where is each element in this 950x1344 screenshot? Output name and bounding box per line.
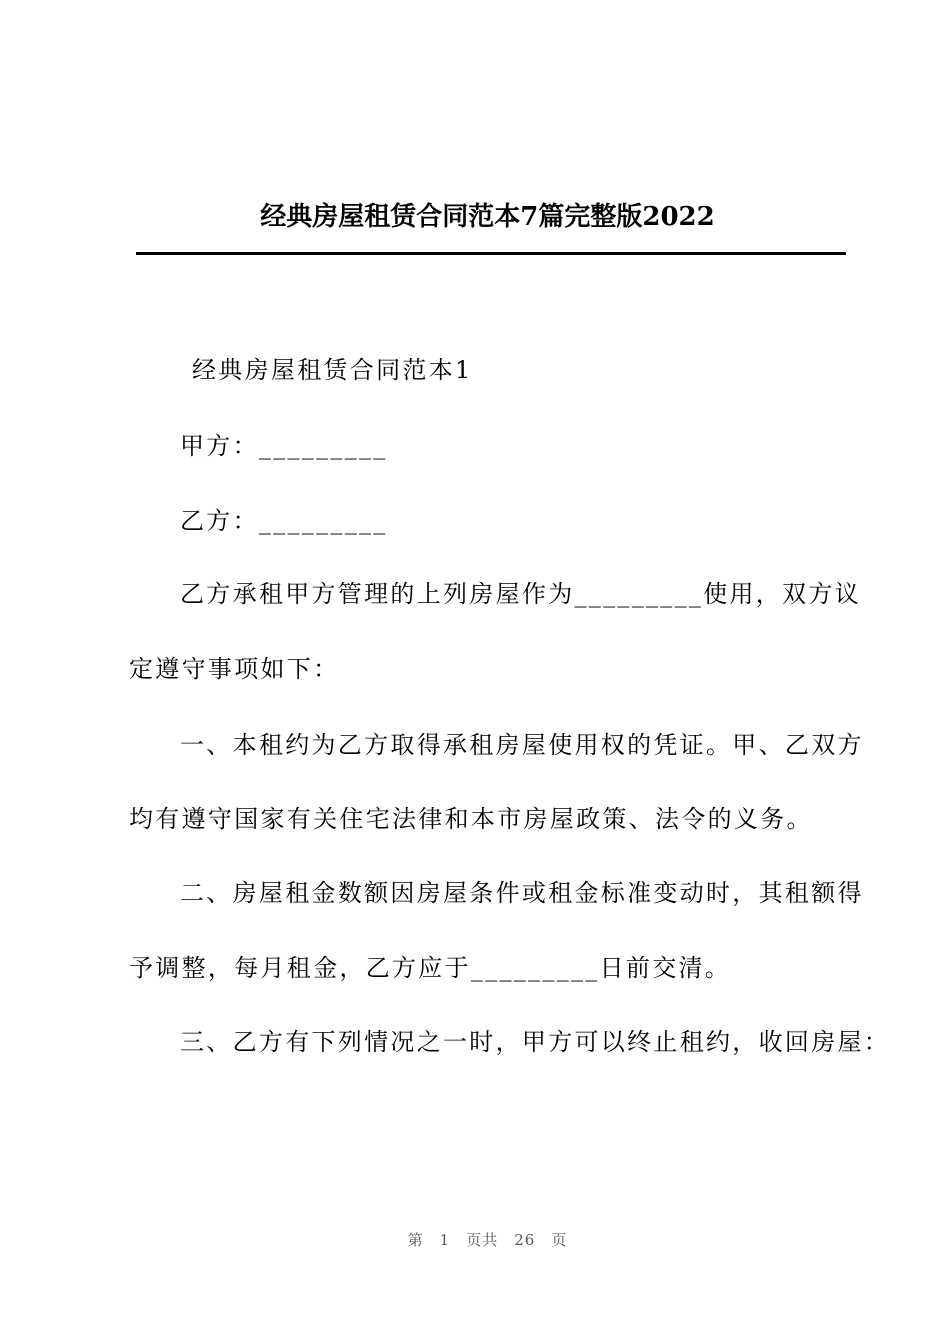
document-title: 经典房屋租赁合同范本7篇完整版2022	[260, 202, 715, 232]
page-number: 1	[439, 1231, 451, 1249]
paragraph-line: 二、房屋租金数额因房屋条件或租金标准变动时，其租额得	[180, 879, 864, 907]
footer-suffix: 页	[551, 1231, 568, 1249]
total-pages: 26	[514, 1231, 536, 1249]
party-a-line: 甲方：_________	[180, 432, 388, 460]
paragraph-line: 定遵守事项如下：	[129, 655, 340, 683]
paragraph-line: 乙方承租甲方管理的上列房屋作为_________使用，双方议	[180, 580, 861, 608]
paragraph-line: 均有遵守国家有关住宅法律和本市房屋政策、法令的义务。	[129, 805, 813, 833]
paragraph-line: 一、本租约为乙方取得承租房屋使用权的凭证。甲、乙双方	[180, 731, 864, 759]
section-heading: 经典房屋租赁合同范本1	[192, 356, 473, 384]
party-b-line: 乙方：_________	[180, 507, 388, 535]
footer-mid: 页共	[466, 1231, 499, 1249]
paragraph-line: 予调整，每月租金，乙方应于_________日前交清。	[129, 954, 732, 982]
footer-prefix: 第	[407, 1231, 424, 1249]
paragraph-line: 三、乙方有下列情况之一时，甲方可以终止租约，收回房屋：	[180, 1028, 891, 1056]
title-divider	[136, 252, 846, 255]
page-footer	[0, 1229, 950, 1250]
